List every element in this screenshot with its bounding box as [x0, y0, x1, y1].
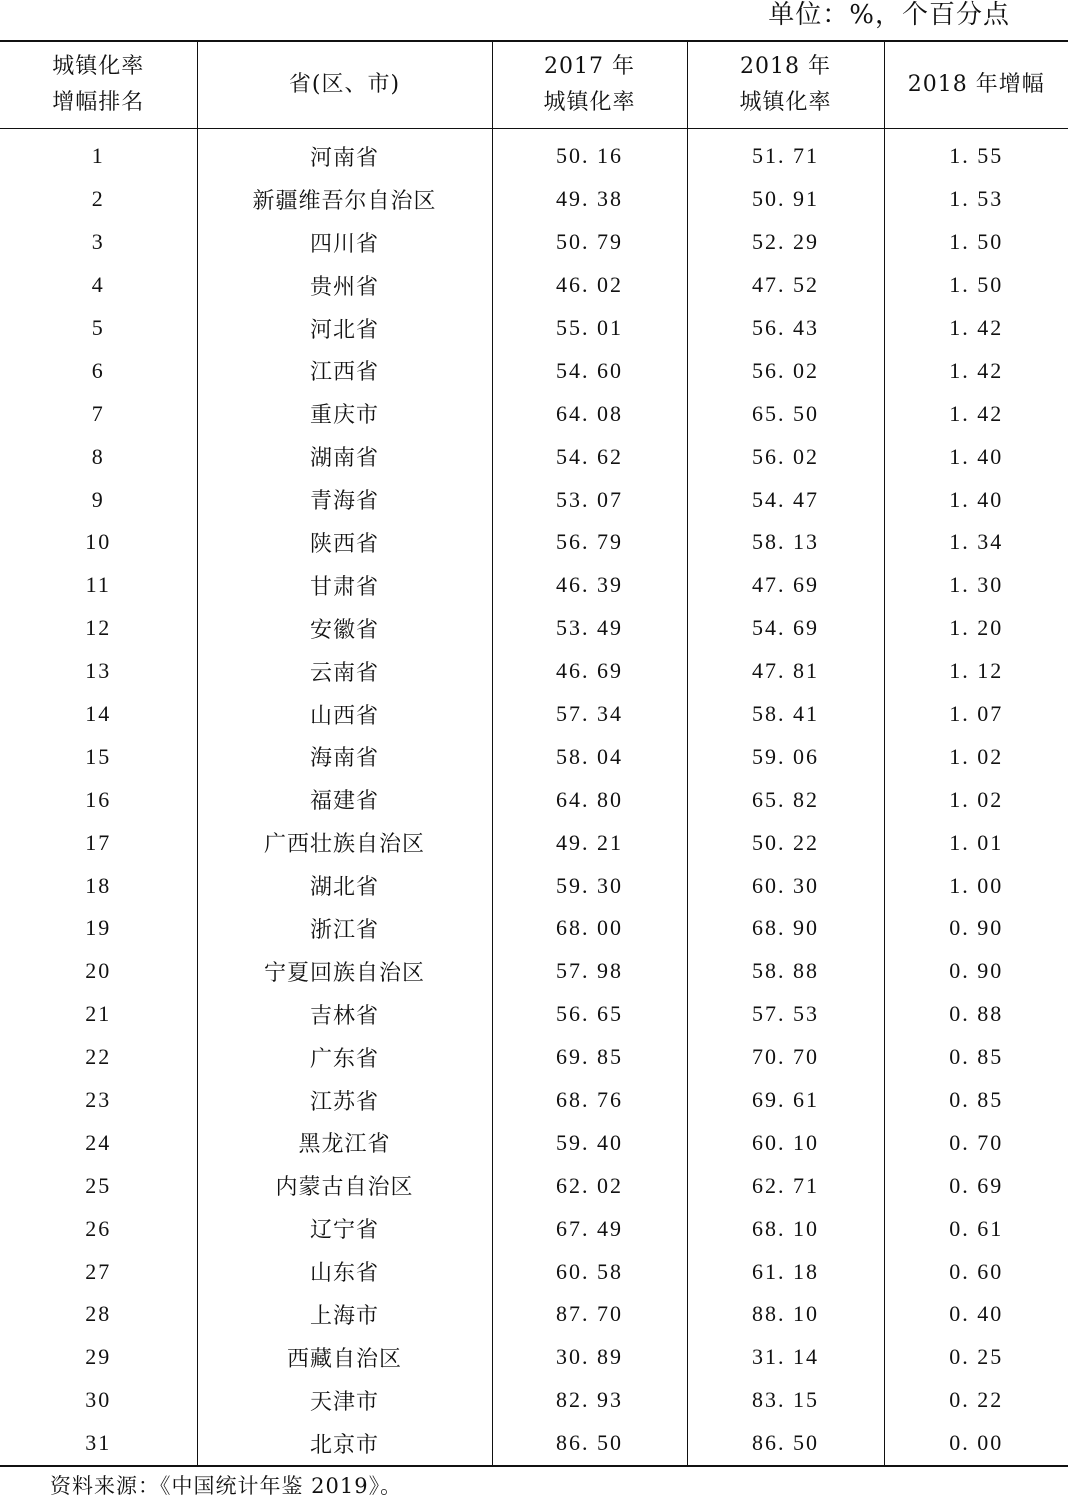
- rate-2018-cell: 31. 14: [687, 1336, 884, 1379]
- province-cell: 山东省: [197, 1250, 492, 1293]
- province-cell: 海南省: [197, 735, 492, 778]
- rate-2017-cell: 30. 89: [492, 1336, 687, 1379]
- rate-2017-cell: 60. 58: [492, 1250, 687, 1293]
- increase-cell: 0. 85: [884, 1036, 1068, 1079]
- increase-cell: 0. 90: [884, 950, 1068, 993]
- header-2017-rate: [492, 41, 687, 129]
- rate-2017-cell: 55. 01: [492, 307, 687, 350]
- rank-cell: 6: [91, 357, 105, 383]
- table-row: [0, 1336, 1068, 1379]
- table-row: [0, 735, 1068, 778]
- increase-cell: 0. 85: [884, 1079, 1068, 1122]
- increase-cell: 0. 25: [884, 1336, 1068, 1379]
- rank-cell: 29: [85, 1344, 112, 1370]
- rate-2017-cell: 46. 02: [492, 264, 687, 307]
- rate-2018-cell: 47. 52: [687, 264, 884, 307]
- increase-cell: 1. 01: [884, 821, 1068, 864]
- rate-2018-cell: 69. 61: [687, 1079, 884, 1122]
- rank-cell: 10: [85, 529, 112, 555]
- table-row: [0, 178, 1068, 221]
- rate-2018-cell: 47. 69: [687, 564, 884, 607]
- rate-2018-cell: 52. 29: [687, 221, 884, 264]
- increase-cell: 1. 55: [884, 129, 1068, 178]
- rank-cell: 3: [91, 229, 105, 255]
- table-row: [0, 1121, 1068, 1164]
- province-cell: 青海省: [197, 478, 492, 521]
- province-cell: 甘肃省: [197, 564, 492, 607]
- table-row: [0, 993, 1068, 1036]
- increase-cell: 0. 60: [884, 1250, 1068, 1293]
- rate-2017-cell: 64. 80: [492, 778, 687, 821]
- header-province: [197, 41, 492, 129]
- table-row: [0, 1379, 1068, 1422]
- rate-2018-cell: 60. 10: [687, 1121, 884, 1164]
- table-row: [0, 1164, 1068, 1207]
- rate-2018-cell: 58. 41: [687, 693, 884, 736]
- rate-2017-cell: 49. 21: [492, 821, 687, 864]
- table-row: [0, 221, 1068, 264]
- table-row: [0, 1250, 1068, 1293]
- rate-2018-cell: 58. 88: [687, 950, 884, 993]
- increase-cell: 0. 00: [884, 1422, 1068, 1466]
- province-cell: 辽宁省: [197, 1207, 492, 1250]
- header-line: 2018 年: [740, 54, 831, 79]
- increase-cell: 1. 40: [884, 478, 1068, 521]
- increase-cell: 0. 69: [884, 1164, 1068, 1207]
- province-cell: 重庆市: [197, 392, 492, 435]
- province-cell: 陕西省: [197, 521, 492, 564]
- rank-cell: 12: [85, 615, 112, 641]
- rate-2017-cell: 69. 85: [492, 1036, 687, 1079]
- rate-2018-cell: 65. 82: [687, 778, 884, 821]
- province-cell: 河南省: [197, 129, 492, 178]
- table-row: [0, 1293, 1068, 1336]
- unit-note: 单位：%，个百分点: [768, 0, 1010, 30]
- header-2018-increase: [884, 41, 1068, 129]
- province-cell: 江苏省: [197, 1079, 492, 1122]
- rate-2018-cell: 50. 91: [687, 178, 884, 221]
- table-row: [0, 307, 1068, 350]
- increase-cell: 0. 61: [884, 1207, 1068, 1250]
- increase-cell: 1. 42: [884, 392, 1068, 435]
- increase-cell: 1. 42: [884, 349, 1068, 392]
- province-cell: 四川省: [197, 221, 492, 264]
- province-cell: 黑龙江省: [197, 1121, 492, 1164]
- rank-cell: 24: [85, 1129, 112, 1155]
- province-cell: 北京市: [197, 1422, 492, 1466]
- province-cell: 江西省: [197, 349, 492, 392]
- table-row: [0, 1207, 1068, 1250]
- province-cell: 宁夏回族自治区: [197, 950, 492, 993]
- province-cell: 天津市: [197, 1379, 492, 1422]
- header-line: 省(区、市): [288, 72, 401, 97]
- table-row: [0, 864, 1068, 907]
- rank-cell: 1: [91, 143, 105, 169]
- rank-cell: 15: [85, 743, 112, 769]
- rate-2017-cell: 82. 93: [492, 1379, 687, 1422]
- rank-cell: 4: [91, 272, 105, 298]
- rank-cell: 23: [85, 1087, 112, 1113]
- urbanization-table: [0, 40, 1068, 1467]
- rank-cell: 14: [85, 701, 112, 727]
- rate-2017-cell: 53. 49: [492, 607, 687, 650]
- province-cell: 云南省: [197, 650, 492, 693]
- province-cell: 内蒙古自治区: [197, 1164, 492, 1207]
- rate-2017-cell: 56. 65: [492, 993, 687, 1036]
- increase-cell: 1. 30: [884, 564, 1068, 607]
- rate-2018-cell: 83. 15: [687, 1379, 884, 1422]
- rank-cell: 8: [91, 443, 105, 469]
- table-row: [0, 564, 1068, 607]
- rank-cell: 26: [85, 1215, 112, 1241]
- increase-cell: 1. 12: [884, 650, 1068, 693]
- rate-2018-cell: 68. 90: [687, 907, 884, 950]
- province-cell: 新疆维吾尔自治区: [197, 178, 492, 221]
- increase-cell: 1. 02: [884, 778, 1068, 821]
- province-cell: 河北省: [197, 307, 492, 350]
- increase-cell: 1. 42: [884, 307, 1068, 350]
- table-row: [0, 435, 1068, 478]
- increase-cell: 0. 22: [884, 1379, 1068, 1422]
- table-body: [0, 129, 1068, 1466]
- rate-2017-cell: 58. 04: [492, 735, 687, 778]
- province-cell: 浙江省: [197, 907, 492, 950]
- increase-cell: 0. 90: [884, 907, 1068, 950]
- rate-2018-cell: 86. 50: [687, 1422, 884, 1466]
- rank-cell: 22: [85, 1044, 112, 1070]
- rank-cell: 27: [85, 1258, 112, 1284]
- rank-cell: 25: [85, 1172, 112, 1198]
- rate-2017-cell: 50. 79: [492, 221, 687, 264]
- province-cell: 湖南省: [197, 435, 492, 478]
- rate-2017-cell: 46. 69: [492, 650, 687, 693]
- increase-cell: 1. 50: [884, 221, 1068, 264]
- rank-cell: 21: [85, 1001, 112, 1027]
- rate-2017-cell: 59. 30: [492, 864, 687, 907]
- table-row: [0, 392, 1068, 435]
- rate-2017-cell: 68. 00: [492, 907, 687, 950]
- table-row: [0, 349, 1068, 392]
- rate-2017-cell: 87. 70: [492, 1293, 687, 1336]
- rate-2018-cell: 57. 53: [687, 993, 884, 1036]
- rate-2017-cell: 49. 38: [492, 178, 687, 221]
- header-rank: [0, 41, 197, 129]
- increase-cell: 1. 20: [884, 607, 1068, 650]
- header-2018-rate: [687, 41, 884, 129]
- rate-2018-cell: 88. 10: [687, 1293, 884, 1336]
- table-row: [0, 521, 1068, 564]
- province-cell: 湖北省: [197, 864, 492, 907]
- rank-cell: 17: [85, 829, 112, 855]
- rate-2017-cell: 86. 50: [492, 1422, 687, 1466]
- province-cell: 上海市: [197, 1293, 492, 1336]
- province-cell: 贵州省: [197, 264, 492, 307]
- table-row: [0, 1036, 1068, 1079]
- rate-2018-cell: 56. 43: [687, 307, 884, 350]
- province-cell: 福建省: [197, 778, 492, 821]
- rate-2018-cell: 54. 69: [687, 607, 884, 650]
- table-row: [0, 950, 1068, 993]
- rate-2017-cell: 53. 07: [492, 478, 687, 521]
- rank-cell: 30: [85, 1387, 112, 1413]
- rate-2017-cell: 50. 16: [492, 129, 687, 178]
- header-line: 2017 年: [544, 54, 635, 79]
- rate-2017-cell: 64. 08: [492, 392, 687, 435]
- rate-2018-cell: 56. 02: [687, 349, 884, 392]
- province-cell: 广东省: [197, 1036, 492, 1079]
- increase-cell: 1. 00: [884, 864, 1068, 907]
- province-cell: 吉林省: [197, 993, 492, 1036]
- increase-cell: 0. 70: [884, 1121, 1068, 1164]
- rate-2017-cell: 59. 40: [492, 1121, 687, 1164]
- rate-2017-cell: 54. 62: [492, 435, 687, 478]
- rank-cell: 2: [91, 186, 105, 212]
- rank-cell: 5: [91, 315, 105, 340]
- rate-2017-cell: 57. 98: [492, 950, 687, 993]
- table-row: [0, 821, 1068, 864]
- table-row: [0, 693, 1068, 736]
- increase-cell: 1. 34: [884, 521, 1068, 564]
- rate-2018-cell: 68. 10: [687, 1207, 884, 1250]
- increase-cell: 1. 07: [884, 693, 1068, 736]
- province-cell: 安徽省: [197, 607, 492, 650]
- rate-2018-cell: 59. 06: [687, 735, 884, 778]
- increase-cell: 0. 88: [884, 993, 1068, 1036]
- rank-cell: 13: [85, 658, 112, 684]
- rank-cell: 19: [85, 915, 112, 941]
- rate-2018-cell: 65. 50: [687, 392, 884, 435]
- table-row: [0, 264, 1068, 307]
- rate-2018-cell: 50. 22: [687, 821, 884, 864]
- rate-2018-cell: 62. 71: [687, 1164, 884, 1207]
- table-row: [0, 478, 1068, 521]
- rank-cell: 31: [85, 1430, 112, 1456]
- rate-2018-cell: 58. 13: [687, 521, 884, 564]
- rate-2018-cell: 60. 30: [687, 864, 884, 907]
- table-row: [0, 907, 1068, 950]
- table-row: [0, 129, 1068, 178]
- rate-2017-cell: 67. 49: [492, 1207, 687, 1250]
- rank-cell: 20: [85, 958, 112, 984]
- header-line: 城镇化率: [52, 54, 145, 79]
- rank-cell: 9: [91, 486, 105, 512]
- province-cell: 西藏自治区: [197, 1336, 492, 1379]
- province-cell: 广西壮族自治区: [197, 821, 492, 864]
- rate-2017-cell: 54. 60: [492, 349, 687, 392]
- rate-2018-cell: 47. 81: [687, 650, 884, 693]
- rate-2018-cell: 56. 02: [687, 435, 884, 478]
- increase-cell: 1. 53: [884, 178, 1068, 221]
- rank-cell: 18: [85, 872, 112, 898]
- increase-cell: 1. 02: [884, 735, 1068, 778]
- rate-2017-cell: 62. 02: [492, 1164, 687, 1207]
- increase-cell: 0. 40: [884, 1293, 1068, 1336]
- rate-2018-cell: 61. 18: [687, 1250, 884, 1293]
- table-row: [0, 650, 1068, 693]
- rate-2017-cell: 56. 79: [492, 521, 687, 564]
- header-line: 城镇化率: [543, 90, 636, 115]
- table-row: [0, 1079, 1068, 1122]
- table-row: [0, 607, 1068, 650]
- rate-2017-cell: 57. 34: [492, 693, 687, 736]
- rank-cell: 28: [85, 1301, 112, 1327]
- header-line: 城镇化率: [739, 90, 832, 115]
- rank-cell: 16: [85, 786, 112, 812]
- increase-cell: 1. 40: [884, 435, 1068, 478]
- rate-2018-cell: 70. 70: [687, 1036, 884, 1079]
- table-row: [0, 778, 1068, 821]
- table-header-row: [0, 41, 1068, 129]
- rate-2017-cell: 68. 76: [492, 1079, 687, 1122]
- increase-cell: 1. 50: [884, 264, 1068, 307]
- rate-2017-cell: 46. 39: [492, 564, 687, 607]
- rate-2018-cell: 51. 71: [687, 129, 884, 178]
- rank-cell: 7: [91, 400, 105, 426]
- rank-cell: 11: [85, 572, 111, 598]
- header-line: 2018 年增幅: [907, 72, 1045, 97]
- table-row: [0, 1422, 1068, 1466]
- header-line: 增幅排名: [52, 90, 145, 115]
- source-note: 资料来源：《中国统计年鉴 2019》。: [50, 1474, 403, 1498]
- rate-2018-cell: 54. 47: [687, 478, 884, 521]
- province-cell: 山西省: [197, 693, 492, 736]
